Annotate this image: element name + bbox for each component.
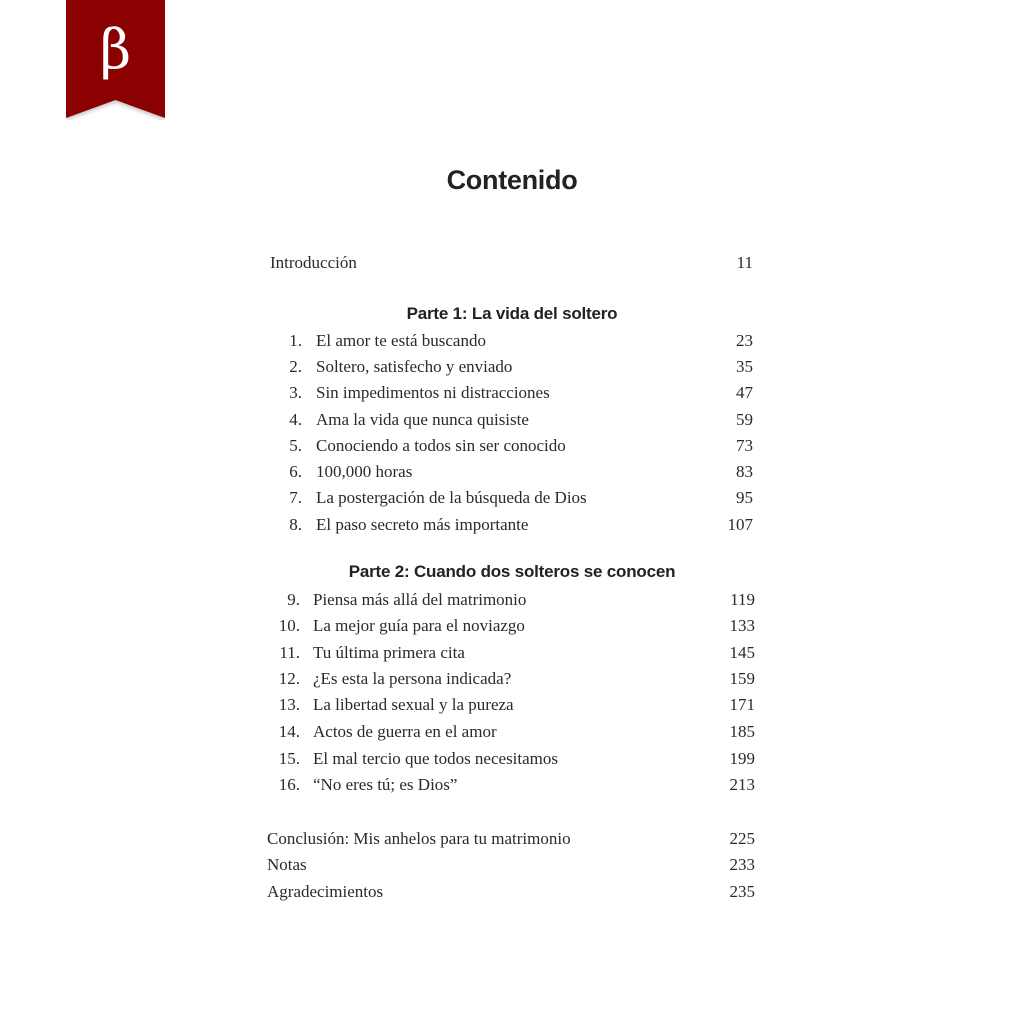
toc-entry-notes[interactable] (267, 852, 755, 878)
page-title: Contenido (446, 165, 578, 195)
chapter-title: Actos de guerra en el amor (313, 722, 497, 741)
chapter-number: 10. (278, 616, 300, 635)
chapter-page: 107 (727, 515, 753, 534)
chapter-title: 100,000 horas (316, 462, 413, 481)
chapter-number: 3. (289, 383, 302, 402)
chapter-number: 16. (278, 775, 300, 794)
chapter-page: 23 (736, 331, 753, 350)
chapter-title: La postergación de la búsqueda de Dios (316, 488, 587, 507)
chapter-page: 171 (729, 695, 755, 714)
chapter-number: 6. (289, 462, 302, 481)
toc-entry-page: 225 (729, 829, 755, 848)
toc-chapter-9[interactable] (270, 587, 755, 613)
toc-entry-title: Notas (267, 855, 307, 874)
toc-chapter-10[interactable] (270, 613, 755, 639)
chapter-title: ¿Es esta la persona indicada? (313, 669, 512, 688)
toc-chapter-3[interactable] (272, 380, 753, 406)
toc-chapter-14[interactable] (270, 719, 755, 745)
chapter-title: La libertad sexual y la pureza (313, 695, 514, 714)
toc-entry-acknowledgements[interactable] (267, 879, 755, 905)
toc-chapter-2[interactable] (272, 354, 753, 380)
chapter-number: 12. (278, 669, 300, 688)
chapter-page: 95 (736, 488, 753, 507)
toc-entry-page: 235 (729, 882, 755, 901)
chapter-title: El amor te está buscando (316, 331, 486, 350)
toc-entry-title: Introducción (270, 253, 357, 272)
chapter-number: 5. (289, 436, 302, 455)
chapter-number: 7. (289, 488, 302, 507)
toc-entry-page: 233 (729, 855, 755, 874)
toc-chapter-8[interactable] (272, 512, 753, 538)
chapter-page: 213 (729, 775, 755, 794)
chapter-page: 199 (729, 749, 755, 768)
chapter-title: El mal tercio que todos necesitamos (313, 749, 559, 768)
toc-chapter-7[interactable] (272, 485, 753, 511)
toc-chapter-13[interactable] (270, 692, 755, 718)
chapter-number: 9. (287, 590, 300, 609)
chapter-title: La mejor guía para el noviazgo (313, 616, 525, 635)
chapter-page: 73 (736, 436, 753, 455)
toc-chapter-6[interactable] (272, 459, 753, 485)
chapter-page: 59 (736, 410, 753, 429)
chapter-page: 35 (736, 357, 753, 376)
chapter-number: 4. (289, 410, 302, 429)
chapter-title: “No eres tú; es Dios” (313, 775, 458, 794)
chapter-title: Ama la vida que nunca quisiste (316, 410, 529, 429)
chapter-page: 83 (736, 462, 753, 481)
toc-entry-page: 11 (736, 253, 753, 272)
chapter-page: 159 (729, 669, 755, 688)
chapter-title: Tu última primera cita (313, 643, 465, 662)
toc-chapter-5[interactable] (272, 433, 753, 459)
chapter-number: 2. (289, 357, 302, 376)
toc-entry-introduction[interactable] (270, 250, 753, 276)
chapter-number: 8. (289, 515, 302, 534)
chapter-number: 15. (278, 749, 300, 768)
part-2-heading: Parte 2: Cuando dos solteros se conocen (348, 562, 676, 581)
toc-entry-title: Agradecimientos (267, 882, 384, 901)
chapter-title: Piensa más allá del matrimonio (313, 590, 527, 609)
chapter-page: 119 (730, 590, 755, 609)
chapter-title: Soltero, satisfecho y enviado (316, 357, 513, 376)
chapter-number: 14. (278, 722, 300, 741)
chapter-page: 145 (729, 643, 755, 662)
chapter-title: Sin impedimentos ni distracciones (316, 383, 550, 402)
chapter-page: 185 (729, 722, 755, 741)
toc-chapter-12[interactable] (270, 666, 755, 692)
chapter-page: 47 (736, 383, 753, 402)
part-1-heading: Parte 1: La vida del soltero (406, 304, 618, 323)
beta-logo-icon: β (99, 18, 132, 81)
toc-chapter-1[interactable] (272, 328, 753, 354)
toc-entry-title: Conclusión: Mis anhelos para tu matrimonio (267, 829, 571, 848)
chapter-number: 1. (289, 331, 302, 350)
chapter-page: 133 (729, 616, 755, 635)
chapter-number: 13. (278, 695, 300, 714)
chapter-number: 11. (279, 643, 300, 662)
toc-chapter-4[interactable] (272, 407, 753, 433)
toc-chapter-11[interactable] (270, 640, 755, 666)
toc-entry-conclusion[interactable] (267, 826, 755, 852)
chapter-title: Conociendo a todos sin ser conocido (316, 436, 566, 455)
chapter-title: El paso secreto más importante (316, 515, 529, 534)
toc-chapter-15[interactable] (270, 746, 755, 772)
toc-chapter-16[interactable] (270, 772, 755, 798)
